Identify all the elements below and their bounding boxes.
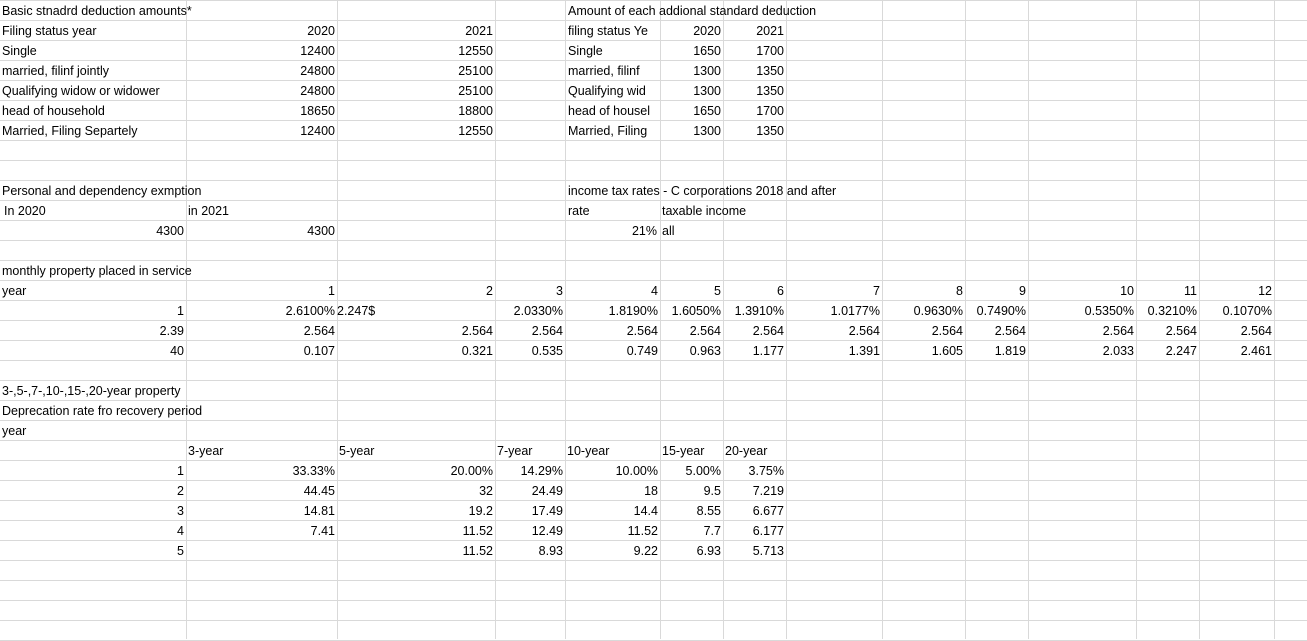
cell-r11-c1[interactable]: In 2020 <box>4 204 46 218</box>
cell-r18-c8[interactable]: 1.177 <box>752 344 784 358</box>
cell-r16-c4[interactable]: 2.247$ <box>337 304 376 318</box>
cell-r23-c2[interactable]: 3-year <box>188 444 224 458</box>
cell-r18-c11[interactable]: 1.819 <box>994 344 1026 358</box>
cell-r23-c7[interactable]: 20-year <box>725 444 768 458</box>
cell-r15-c9[interactable]: 7 <box>873 284 880 298</box>
cell-r23-c4[interactable]: 7-year <box>497 444 533 458</box>
cell-r4-c8[interactable]: 1350 <box>756 64 784 78</box>
cell-r16-c12[interactable]: 0.5350% <box>1084 304 1134 318</box>
cell-r26-c1[interactable]: 3 <box>177 504 184 518</box>
cell-r28-c4[interactable]: 9.22 <box>633 544 658 558</box>
cell-r18-c5[interactable]: 0.535 <box>531 344 563 358</box>
cell-r7-c8[interactable]: 1350 <box>756 124 784 138</box>
cell-r25-c1[interactable]: 2 <box>177 484 184 498</box>
cell-r20-c1[interactable]: 3-,5-,7-,10-,15-,20-year property <box>2 384 181 398</box>
cell-r12-c1[interactable]: 4300 <box>156 224 184 238</box>
cell-r10-c1[interactable]: Personal and dependency exmption <box>2 184 202 198</box>
cell-r16-c8[interactable]: 1.3910% <box>734 304 784 318</box>
cell-r25-c6[interactable]: 9.5 <box>703 484 721 498</box>
cell-r2-c1[interactable]: Filing status year <box>2 24 97 38</box>
cell-r18-c6[interactable]: 0.749 <box>626 344 658 358</box>
cell-r4-c5[interactable]: 25100 <box>458 64 493 78</box>
cell-r16-c13[interactable]: 0.3210% <box>1147 304 1197 318</box>
cell-r26-c6[interactable]: 8.55 <box>696 504 721 518</box>
cell-r17-c8[interactable]: 2.564 <box>752 324 784 338</box>
cell-r26-c4[interactable]: 17.49 <box>531 504 563 518</box>
cell-r25-c2[interactable]: 44.45 <box>303 484 335 498</box>
cell-r2-c3[interactable]: 2020 <box>307 24 335 38</box>
cell-r28-c6[interactable]: 5.713 <box>752 544 784 558</box>
cell-r24-c5[interactable]: 10.00% <box>615 464 658 478</box>
cell-r15-c1[interactable]: year <box>2 284 27 298</box>
cell-r17-c5[interactable]: 2.564 <box>531 324 563 338</box>
row-gridline <box>0 160 1307 161</box>
cell-r5-c8[interactable]: 1350 <box>756 84 784 98</box>
cell-r27-c6[interactable]: 7.7 <box>703 524 721 538</box>
cell-r17-c4[interactable]: 2.564 <box>461 324 493 338</box>
cell-r11-c6[interactable]: rate <box>568 204 590 218</box>
cell-r15-c6[interactable]: 4 <box>651 284 658 298</box>
cell-r18-c12[interactable]: 2.033 <box>1102 344 1134 358</box>
cell-r4-c7[interactable]: 1300 <box>693 64 721 78</box>
cell-r2-c5[interactable]: 2021 <box>465 24 493 38</box>
cell-r18-c14[interactable]: 2.461 <box>1240 344 1272 358</box>
cell-r11-c2[interactable]: in 2021 <box>188 204 230 218</box>
cell-r6-c6[interactable]: head of housel <box>568 104 651 118</box>
cell-r16-c6[interactable]: 1.8190% <box>608 304 658 318</box>
cell-r25-c7[interactable]: 7.219 <box>752 484 784 498</box>
cell-r7-c6[interactable]: Married, Filing <box>568 124 648 138</box>
cell-r27-c4[interactable]: 12.49 <box>531 524 563 538</box>
cell-r3-c3[interactable]: 12400 <box>300 44 335 58</box>
cell-r11-c7[interactable]: taxable income <box>662 204 747 218</box>
cell-r17-c14[interactable]: 2.564 <box>1240 324 1272 338</box>
cell-r6-c7[interactable]: 1650 <box>693 104 721 118</box>
cell-r15-c10[interactable]: 8 <box>956 284 963 298</box>
cell-r16-c7[interactable]: 1.6050% <box>671 304 721 318</box>
cell-r18-c4[interactable]: 0.321 <box>461 344 493 358</box>
cell-r17-c3[interactable]: 2.564 <box>303 324 335 338</box>
row-gridline <box>0 600 1307 601</box>
cell-r7-c5[interactable]: 12550 <box>458 124 493 138</box>
cell-r28-c3[interactable]: 8.93 <box>538 544 563 558</box>
cell-r17-c7[interactable]: 2.564 <box>689 324 721 338</box>
cell-r15-c7[interactable]: 5 <box>714 284 721 298</box>
cell-r17-c10[interactable]: 2.564 <box>931 324 963 338</box>
cell-r3-c6[interactable]: Single <box>568 44 603 58</box>
cell-r5-c5[interactable]: 25100 <box>458 84 493 98</box>
cell-r1-c5[interactable]: Amount of each addional standard deduction <box>568 4 817 18</box>
cell-r5-c7[interactable]: 1300 <box>693 84 721 98</box>
cell-r24-c1[interactable]: 1 <box>177 464 184 478</box>
cell-r16-c14[interactable]: 0.1070% <box>1222 304 1272 318</box>
cell-r18-c3[interactable]: 0.107 <box>303 344 335 358</box>
cell-r24-c6[interactable]: 5.00% <box>685 464 721 478</box>
cell-r17-c1[interactable]: 2.39 <box>159 324 184 338</box>
cell-r25-c5[interactable]: 18 <box>644 484 658 498</box>
cell-r16-c1[interactable]: 1 <box>177 304 184 318</box>
cell-r17-c12[interactable]: 2.564 <box>1102 324 1134 338</box>
cell-r3-c7[interactable]: 1650 <box>693 44 721 58</box>
row-gridline <box>0 580 1307 581</box>
cell-r17-c13[interactable]: 2.564 <box>1165 324 1197 338</box>
cell-r27-c7[interactable]: 6.177 <box>752 524 784 538</box>
cell-r18-c1[interactable]: 40 <box>170 344 184 358</box>
cell-r24-c3[interactable]: 20.00% <box>450 464 493 478</box>
cell-r7-c3[interactable]: 12400 <box>300 124 335 138</box>
cell-r4-c3[interactable]: 24800 <box>300 64 335 78</box>
column-gridline <box>1274 0 1275 639</box>
cell-r26-c5[interactable]: 14.4 <box>633 504 658 518</box>
cell-r23-c5[interactable]: 10-year <box>567 444 610 458</box>
cell-r7-c1[interactable]: Married, Filing Separtely <box>2 124 138 138</box>
cell-r17-c6[interactable]: 2.564 <box>626 324 658 338</box>
cell-r15-c4[interactable]: 2 <box>486 284 493 298</box>
cell-r3-c8[interactable]: 1700 <box>756 44 784 58</box>
cell-r16-c9[interactable]: 1.0177% <box>830 304 880 318</box>
cell-r12-c7[interactable]: all <box>662 224 675 238</box>
cell-r25-c4[interactable]: 24.49 <box>531 484 563 498</box>
cell-r27-c1[interactable]: 4 <box>177 524 184 538</box>
cell-r18-c13[interactable]: 2.247 <box>1165 344 1197 358</box>
cell-r7-c7[interactable]: 1300 <box>693 124 721 138</box>
cell-r16-c5[interactable]: 2.0330% <box>513 304 563 318</box>
cell-r27-c3[interactable]: 11.52 <box>462 524 493 538</box>
cell-r25-c3[interactable]: 32 <box>479 484 493 498</box>
cell-r1-c1[interactable]: Basic stnadrd deduction amounts* <box>2 4 192 18</box>
cell-r17-c9[interactable]: 2.564 <box>848 324 880 338</box>
cell-r27-c2[interactable]: 7.41 <box>310 524 335 538</box>
cell-r21-c1[interactable]: Deprecation rate fro recovery period <box>2 404 203 418</box>
cell-r28-c5[interactable]: 6.93 <box>696 544 721 558</box>
cell-r26-c7[interactable]: 6.677 <box>752 504 784 518</box>
cell-r18-c9[interactable]: 1.391 <box>848 344 880 358</box>
cell-r16-c10[interactable]: 0.9630% <box>913 304 963 318</box>
cell-r16-c11[interactable]: 0.7490% <box>976 304 1026 318</box>
row-gridline <box>0 620 1307 621</box>
cell-r15-c13[interactable]: 11 <box>1184 284 1197 298</box>
cell-r4-c6[interactable]: married, filinf <box>568 64 640 78</box>
cell-r12-c3[interactable]: 4300 <box>307 224 335 238</box>
cell-r12-c6[interactable]: 21% <box>631 224 657 238</box>
cell-r18-c10[interactable]: 1.605 <box>931 344 963 358</box>
cell-r15-c5[interactable]: 3 <box>556 284 563 298</box>
cell-r14-c1[interactable]: monthly property placed in service <box>2 264 192 278</box>
cell-r3-c1[interactable]: Single <box>2 44 37 58</box>
cell-r23-c3[interactable]: 5-year <box>339 444 375 458</box>
cell-r24-c2[interactable]: 33.33% <box>292 464 335 478</box>
cell-r4-c1[interactable]: married, filinf jointly <box>2 64 109 78</box>
cell-r6-c8[interactable]: 1700 <box>756 104 784 118</box>
cell-r26-c2[interactable]: 14.81 <box>303 504 335 518</box>
cell-r16-c3[interactable]: 2.6100% <box>285 304 335 318</box>
cell-r18-c7[interactable]: 0.963 <box>689 344 721 358</box>
cell-r15-c3[interactable]: 1 <box>328 284 335 298</box>
cell-r22-c1[interactable]: year <box>2 424 27 438</box>
cell-r2-c7[interactable]: 2020 <box>693 24 721 38</box>
cell-r26-c3[interactable]: 19.2 <box>468 504 493 518</box>
cell-r15-c8[interactable]: 6 <box>777 284 784 298</box>
cell-r15-c12[interactable]: 10 <box>1120 284 1134 298</box>
cell-r5-c3[interactable]: 24800 <box>300 84 335 98</box>
cell-r3-c5[interactable]: 12550 <box>458 44 493 58</box>
cell-r17-c11[interactable]: 2.564 <box>994 324 1026 338</box>
cell-r2-c8[interactable]: 2021 <box>756 24 784 38</box>
cell-r5-c1[interactable]: Qualifying widow or widower <box>2 84 160 98</box>
cell-r5-c6[interactable]: Qualifying wid <box>568 84 646 98</box>
cell-r6-c3[interactable]: 18650 <box>300 104 335 118</box>
cell-r24-c4[interactable]: 14.29% <box>520 464 563 478</box>
cell-r28-c1[interactable]: 5 <box>177 544 184 558</box>
cell-r6-c1[interactable]: head of household <box>2 104 105 118</box>
cell-r23-c6[interactable]: 15-year <box>662 444 705 458</box>
cell-r10-c6[interactable]: income tax rates - C corporations 2018 and after <box>568 184 837 198</box>
cell-r6-c5[interactable]: 18800 <box>458 104 493 118</box>
cell-r27-c5[interactable]: 11.52 <box>627 524 658 538</box>
cell-r24-c7[interactable]: 3.75% <box>748 464 784 478</box>
cell-r2-c6[interactable]: filing status Ye <box>568 24 648 38</box>
cell-r15-c14[interactable]: 12 <box>1258 284 1272 298</box>
cell-r28-c2[interactable]: 11.52 <box>462 544 493 558</box>
cell-r15-c11[interactable]: 9 <box>1019 284 1026 298</box>
